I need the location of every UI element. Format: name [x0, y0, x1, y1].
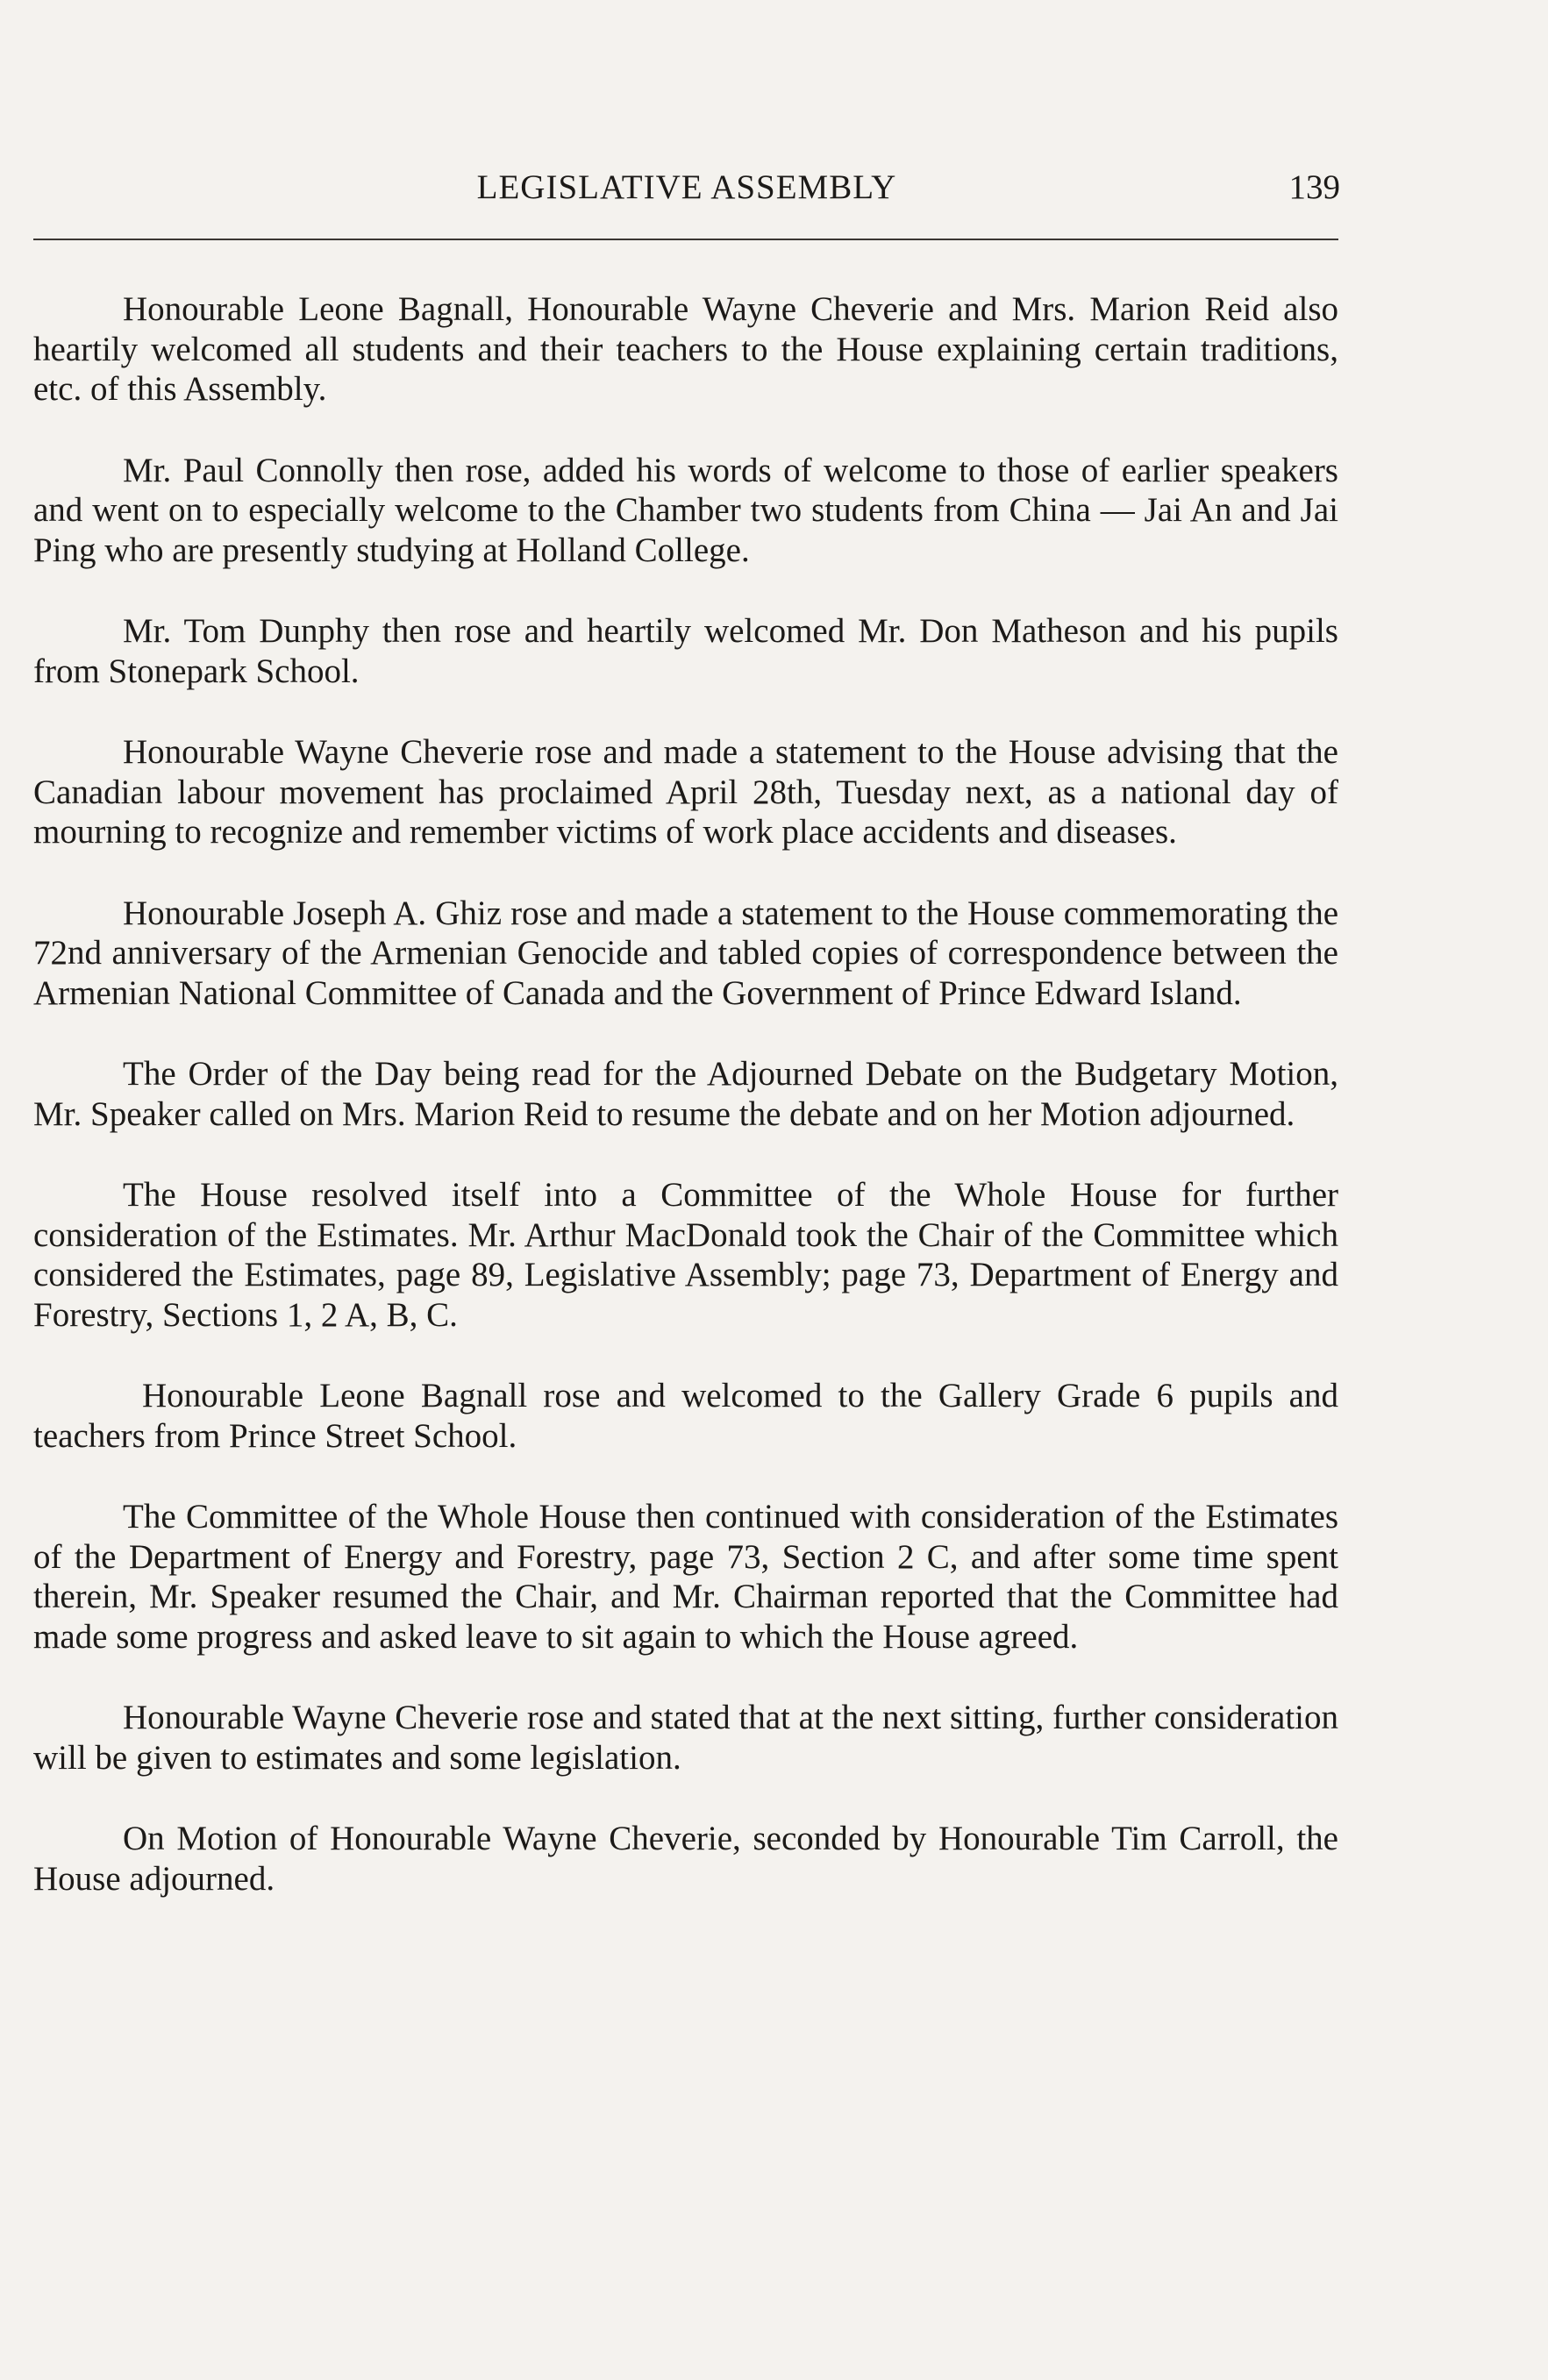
body-text — [33, 289, 1338, 1940]
paragraph-committee-estimates: The House resolved itself into a Committee of the Whole House for further consideration of the Estimates. Mr. Arthur MacDonald took the Chair of the Committee which considered the Estimates, page 89, Legislative Assembly; page 73, Department of Energy and Forestry, Sections 1, 2 A, B, C. — [33, 1176, 1338, 1334]
header-title: LEGISLATIVE ASSEMBLY — [476, 168, 897, 206]
paragraph-day-of-mourning: Honourable Wayne Cheverie rose and made a statement to the House advising that the Canadian labour movement has proclaimed April 28th, Tuesday next, as a national day of mourning to recognize and remember victims of work place accidents and diseases. — [33, 733, 1338, 851]
running-header — [33, 167, 1340, 210]
paragraph-adjournment: On Motion of Honourable Wayne Cheverie, seconded by Honourable Tim Carroll, the House adjourned. — [33, 1820, 1338, 1898]
paragraph-budgetary-debate: The Order of the Day being read for the Adjourned Debate on the Budgetary Motion, Mr. Speaker called on Mrs. Marion Reid to resume the debate and on her Motion adjourned. — [33, 1055, 1338, 1133]
paragraph-welcome-students: Honourable Leone Bagnall, Honourable Wayne Cheverie and Mrs. Marion Reid also heartily welcomed all students and their teachers to the House explaining certain traditions, etc. of this Assembly. — [33, 290, 1338, 408]
paragraph-connolly-welcome: Mr. Paul Connolly then rose, added his words of welcome to those of earlier speakers and went on to especially welcome to the Chamber two students from China — Jai An and Jai Ping who are presently studying at Holland College. — [33, 451, 1338, 569]
paragraph-next-sitting: Honourable Wayne Cheverie rose and stated that at the next sitting, further consideration will be given to estimates and some legislation. — [33, 1699, 1338, 1777]
paragraph-gallery-welcome: Honourable Leone Bagnall rose and welcomed to the Gallery Grade 6 pupils and teachers from Prince Street School. — [33, 1377, 1338, 1455]
paragraph-armenian-genocide: Honourable Joseph A. Ghiz rose and made a statement to the House commemorating the 72nd anniversary of the Armenian Genocide and tabled copies of correspondence between the Armenian National Committee of Canada and the Government of Prince Edward Island. — [33, 894, 1338, 1012]
header-rule — [33, 239, 1338, 240]
page-number: 139 — [1288, 168, 1340, 206]
paragraph-dunphy-welcome: Mr. Tom Dunphy then rose and heartily welcomed Mr. Don Matheson and his pupils from Stonepark School. — [33, 612, 1338, 690]
paragraph-committee-report: The Committee of the Whole House then continued with consideration of the Estimates of the Department of Energy and Forestry, page 73, Section 2 C, and after some time spent therein, Mr. Speaker resumed the Chair, and Mr. Chairman reported that the Committee had made some progress and asked leave to sit again to which the House agreed. — [33, 1498, 1338, 1656]
